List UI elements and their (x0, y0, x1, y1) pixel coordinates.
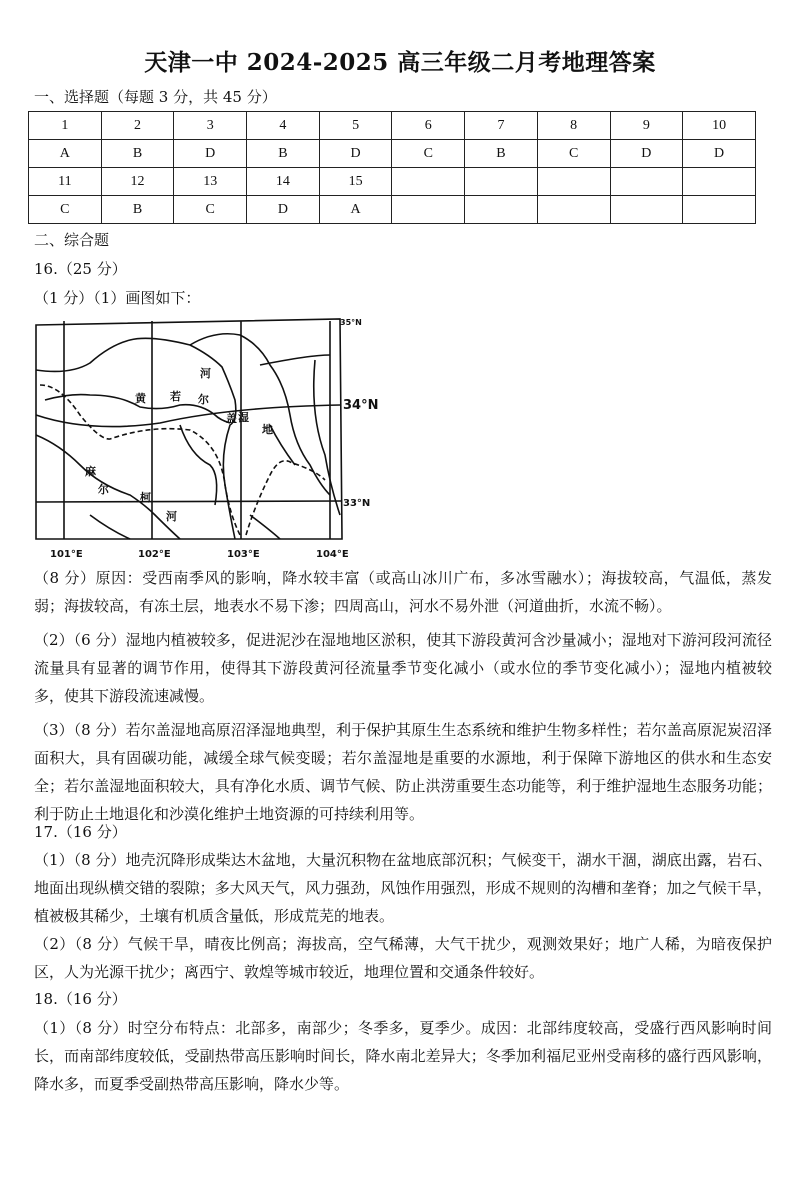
table-cell: C (392, 140, 465, 168)
table-cell (610, 168, 683, 196)
table-cell (610, 196, 683, 224)
table-cell: 14 (247, 168, 320, 196)
table-row (29, 140, 756, 168)
table-cell: 3 (174, 112, 247, 140)
map-place-label: 麻 (85, 465, 96, 478)
table-cell: C (537, 140, 610, 168)
table-cell: A (29, 140, 102, 168)
map-figure (30, 315, 379, 565)
map-place-label: 湿 (238, 411, 249, 424)
table-row (29, 112, 756, 140)
table-cell (392, 168, 465, 196)
q18-heading: 18.（16 分） (34, 990, 127, 1008)
q16-answer-1: （8 分）原因：受西南季风的影响，降水较丰富（或高山冰川广布，多冰雪融水）；海拔较高，气温低，蒸发弱；海拔较高，有冻土层，地表水不易下渗；四周高山，河水不易外泄（河道曲折，水流不畅）。 (34, 569, 772, 615)
table-cell: D (247, 196, 320, 224)
lat-label: 33°N (343, 498, 371, 509)
q16-answer-2: （2）（6 分）湿地内植被较多，促进泥沙在湿地地区淤积，使其下游段黄河含沙量减小；湿地对下游河段河流径流量具有显著的调节作用，使得其下游段黄河径流量季节变化减小（或水位的季节变化减小）；湿地内植被较多，使其下游段流速减慢。 (34, 631, 772, 705)
q16-heading: 16.（25 分） (34, 260, 127, 278)
table-cell (465, 168, 538, 196)
table-cell (683, 196, 756, 224)
q16-answer-3: （3）（8 分）若尔盖湿地高原沼泽湿地典型，利于保护其原生生态系统和维护生物多样性；若尔盖高原泥炭沼泽面积大，具有固碳功能，减缓全球气候变暖；若尔盖湿地是重要的水源地，利于保障下游地区的供水和生态安全；若尔盖湿地面积较大，具有净化水质、调节气候、防止洪涝重要生态功能等，利于维护湿地生态服务功能；利于防止土地退化和沙漠化维护土地资源的可持续利用等。 (34, 721, 772, 823)
table-cell: 12 (101, 168, 174, 196)
table-cell (465, 196, 538, 224)
table-cell: D (319, 140, 392, 168)
map-place-label: 黄 (135, 392, 146, 405)
page-title: 天津一中 2024-2025 高三年级二月考地理答案 (144, 49, 656, 76)
q17-answer-2: （2）（8 分）气候干旱，晴夜比例高；海拔高，空气稀薄，大气干扰少，观测效果好；地广人稀，为暗夜保护区，人为光源干扰少；离西宁、敦煌等城市较近，地理位置和交通条件较好。 (34, 935, 772, 981)
lat-label: 35°N (340, 318, 362, 327)
q16-p1-intro: （1 分）（1）画图如下： (34, 289, 201, 307)
table-cell: 8 (537, 112, 610, 140)
table-cell: B (247, 140, 320, 168)
table-cell: C (174, 196, 247, 224)
map-place-label: 盖 (226, 412, 237, 425)
table-cell: 9 (610, 112, 683, 140)
table-cell (537, 168, 610, 196)
answer-table (28, 111, 756, 224)
table-cell: 5 (319, 112, 392, 140)
table-cell: D (174, 140, 247, 168)
lon-label: 102°E (138, 549, 171, 560)
table-cell (683, 168, 756, 196)
table-cell: B (101, 196, 174, 224)
table-cell: 6 (392, 112, 465, 140)
table-row (29, 196, 756, 224)
table-cell: D (610, 140, 683, 168)
q17-heading: 17.（16 分） (34, 823, 127, 841)
table-cell: 2 (101, 112, 174, 140)
map-place-label: 河 (166, 510, 177, 523)
table-cell: 4 (247, 112, 320, 140)
table-row (29, 168, 756, 196)
map-place-label: 若 (170, 390, 181, 403)
table-cell: 11 (29, 168, 102, 196)
table-cell (537, 196, 610, 224)
section-heading-comprehensive: 二、综合题 (34, 231, 110, 249)
table-cell: 13 (174, 168, 247, 196)
table-cell: C (29, 196, 102, 224)
map-place-label: 河 (200, 367, 211, 380)
table-cell: 7 (465, 112, 538, 140)
lon-label: 104°E (316, 549, 349, 560)
lon-label: 103°E (227, 549, 260, 560)
lon-label: 101°E (50, 549, 83, 560)
section-heading-choice: 一、选择题（每题 3 分，共 45 分） (34, 88, 277, 106)
lat-label: 34°N (343, 398, 379, 413)
table-cell: 10 (683, 112, 756, 140)
q18-answer-1: （1）（8 分）时空分布特点：北部多，南部少；冬季多，夏季少。成因：北部纬度较高，受盛行西风影响时间长，而南部纬度较低，受副热带高压影响时间长，降水南北差异大；冬季加利福尼亚州受南移的盛行西风影响，降水多，而夏季受副热带高压影响，降水少等。 (34, 1019, 772, 1093)
map-place-label: 柯 (140, 491, 151, 504)
table-cell: A (319, 196, 392, 224)
map-place-label: 地 (262, 423, 273, 436)
table-cell: B (101, 140, 174, 168)
table-cell: B (465, 140, 538, 168)
map-place-label: 尔 (98, 483, 109, 496)
table-cell (392, 196, 465, 224)
q17-answer-1: （1）（8 分）地壳沉降形成柴达木盆地，大量沉积物在盆地底部沉积；气候变干，湖水干涸，湖底出露，岩石、地面出现纵横交错的裂隙；多大风天气，风力强劲，风蚀作用强烈，形成不规则的沟槽和垄脊；加之气候干旱，植被极其稀少，土壤有机质含量低，形成荒芜的地表。 (34, 851, 772, 925)
table-cell: D (683, 140, 756, 168)
table-cell: 1 (29, 112, 102, 140)
map-place-label: 尔 (198, 393, 209, 406)
table-cell: 15 (319, 168, 392, 196)
